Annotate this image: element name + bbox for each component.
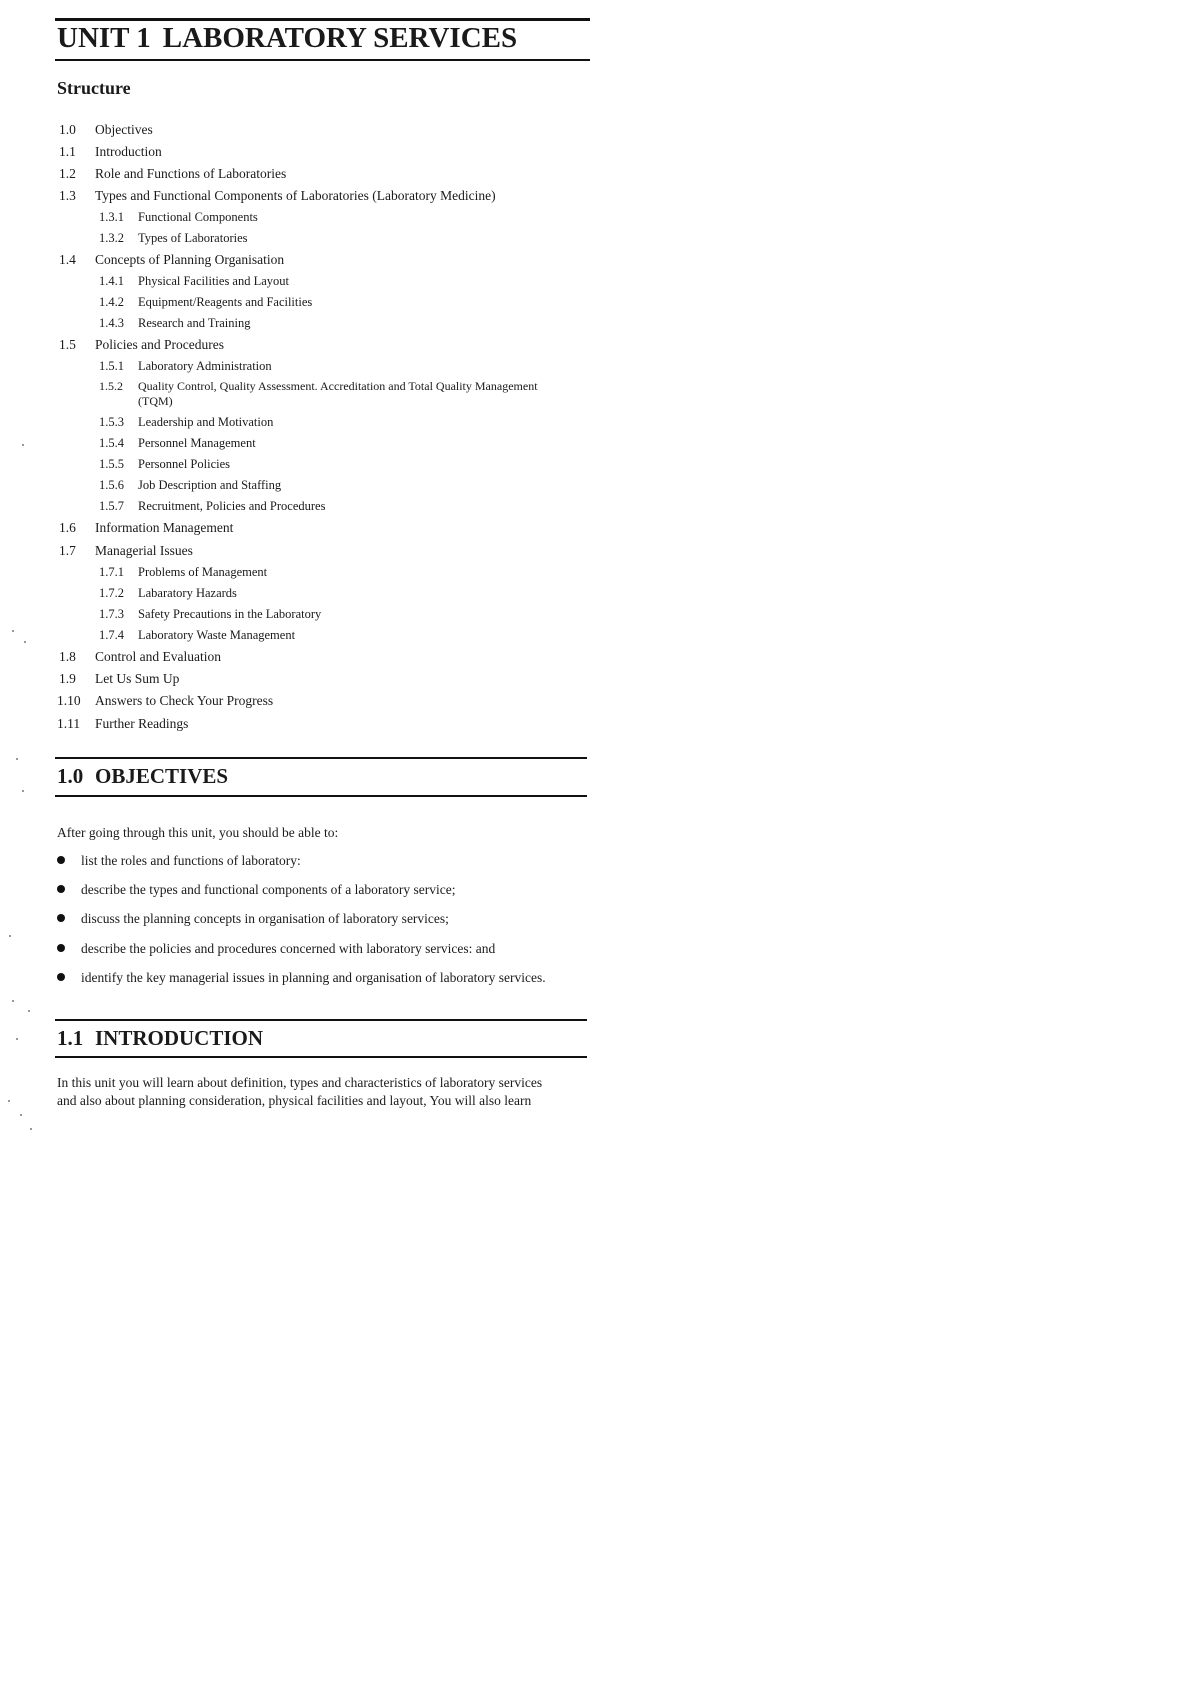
toc-number: 1.7.3 [99, 607, 124, 621]
toc-number: 1.6 [59, 520, 76, 535]
scan-speck [16, 758, 18, 760]
introduction-number: 1.1 [57, 1026, 84, 1050]
toc-entry: Types and Functional Components of Laboratories (Laboratory Medicine) [95, 188, 496, 203]
toc-entry: Concepts of Planning Organisation [95, 252, 285, 267]
scan-speck [22, 444, 24, 446]
toc-number: 1.8 [59, 649, 76, 664]
toc-number: 1.7.4 [99, 628, 124, 642]
toc-entry: Introduction [95, 144, 162, 159]
introduction-title: INTRODUCTION [95, 1026, 264, 1050]
toc-number: 1.0 [59, 122, 76, 137]
bullet-dot [57, 914, 65, 922]
bullet-dot [57, 973, 65, 981]
objectives-intro: After going through this unit, you should be able to: [57, 825, 339, 840]
introduction-line: and also about planning consideration, physical facilities and layout, You will also learn [57, 1093, 532, 1108]
toc-number: 1.4.2 [99, 295, 124, 309]
toc-entry: Labaratory Hazards [138, 586, 237, 600]
toc-number: 1.5.3 [99, 415, 124, 429]
unit-heading: LABORATORY SERVICES [162, 22, 518, 54]
toc-number: 1.2 [59, 166, 76, 181]
scan-speck [28, 1010, 30, 1012]
scan-speck [8, 1100, 10, 1102]
toc-number: 1.7.1 [99, 565, 124, 579]
toc-number: 1.1 [59, 144, 76, 159]
scan-speck [12, 1000, 14, 1002]
toc-number: 1.5 [59, 337, 76, 352]
bullet-text: list the roles and functions of laboratory: [81, 853, 301, 868]
objectives-title: OBJECTIVES [95, 764, 229, 788]
toc-number: 1.3 [59, 188, 76, 203]
toc-number: 1.5.1 [99, 359, 124, 373]
toc-entry: Equipment/Reagents and Facilities [138, 295, 313, 309]
toc-entry: Role and Functions of Laboratories [95, 166, 287, 181]
toc-number: 1.3.2 [99, 231, 124, 245]
toc-number: 1.4.3 [99, 316, 124, 330]
scan-speck [30, 1128, 32, 1130]
scan-speck [22, 790, 24, 792]
toc-entry: Job Description and Staffing [138, 478, 282, 492]
introduction-line: In this unit you will learn about definition, types and characteristics of laboratory services [57, 1075, 543, 1090]
toc-number: 1.10 [57, 693, 81, 708]
bullet-dot [57, 885, 65, 893]
introduction-top-rule [55, 1019, 587, 1021]
introduction-heading [57, 1026, 263, 1051]
objectives-bottom-rule [55, 795, 587, 797]
bullet-dot [57, 944, 65, 952]
scan-speck [24, 641, 26, 643]
toc-entry: Objectives [95, 122, 153, 137]
toc-entry: Policies and Procedures [95, 337, 224, 352]
bullet-dot [57, 856, 65, 864]
toc-number: 1.7.2 [99, 586, 124, 600]
toc-entry: Research and Training [138, 316, 251, 330]
toc-entry: Personnel Management [138, 436, 256, 450]
toc-number: 1.5.4 [99, 436, 124, 450]
bullet-text: discuss the planning concepts in organisation of laboratory services; [81, 911, 449, 926]
bullet-text: identify the key managerial issues in planning and organisation of laboratory services. [81, 970, 546, 985]
toc-entry: Information Management [95, 520, 234, 535]
bullet-text: describe the types and functional components of a laboratory service; [81, 882, 456, 897]
toc-entry: Functional Components [138, 210, 258, 224]
scan-speck [12, 630, 14, 632]
toc-entry: Managerial Issues [95, 543, 193, 558]
objectives-heading [57, 764, 228, 789]
toc-number: 1.9 [59, 671, 76, 686]
toc-entry: Further Readings [95, 716, 189, 731]
objectives-top-rule [55, 757, 587, 759]
toc-entry: Safety Precautions in the Laboratory [138, 607, 322, 621]
toc-entry: Personnel Policies [138, 457, 231, 471]
toc-entry: Types of Laboratories [138, 231, 248, 245]
toc-entry: Leadership and Motivation [138, 415, 274, 429]
structure-heading: Structure [57, 78, 131, 98]
toc-entry-continued: (TQM) [138, 394, 173, 408]
unit-label: UNIT 1 [57, 22, 151, 54]
objectives-number: 1.0 [57, 764, 84, 788]
toc-entry: Physical Facilities and Layout [138, 274, 290, 288]
toc-entry: Problems of Management [138, 565, 268, 579]
unit-title [57, 22, 517, 55]
toc-number: 1.5.2 [99, 379, 123, 393]
toc-number: 1.5.5 [99, 457, 124, 471]
toc-number: 1.3.1 [99, 210, 124, 224]
scan-speck [9, 935, 11, 937]
toc-entry: Let Us Sum Up [95, 671, 180, 686]
toc-number: 1.5.6 [99, 478, 124, 492]
top-rule [55, 18, 590, 21]
toc-number: 1.7 [59, 543, 76, 558]
scan-speck [16, 1038, 18, 1040]
bullet-text: describe the policies and procedures concerned with laboratory services: and [81, 941, 496, 956]
toc-entry: Quality Control, Quality Assessment. Accreditation and Total Quality Management [138, 379, 538, 393]
toc-entry: Answers to Check Your Progress [95, 693, 274, 708]
toc-number: 1.11 [57, 716, 81, 731]
toc-entry: Laboratory Administration [138, 359, 272, 373]
toc-entry: Control and Evaluation [95, 649, 221, 664]
toc-entry: Recruitment, Policies and Procedures [138, 499, 326, 513]
toc-number: 1.4.1 [99, 274, 124, 288]
scan-speck [20, 1114, 22, 1116]
toc-entry: Laboratory Waste Management [138, 628, 296, 642]
introduction-bottom-rule [55, 1056, 587, 1058]
toc-number: 1.5.7 [99, 499, 124, 513]
toc-number: 1.4 [59, 252, 76, 267]
title-underline [55, 59, 590, 61]
